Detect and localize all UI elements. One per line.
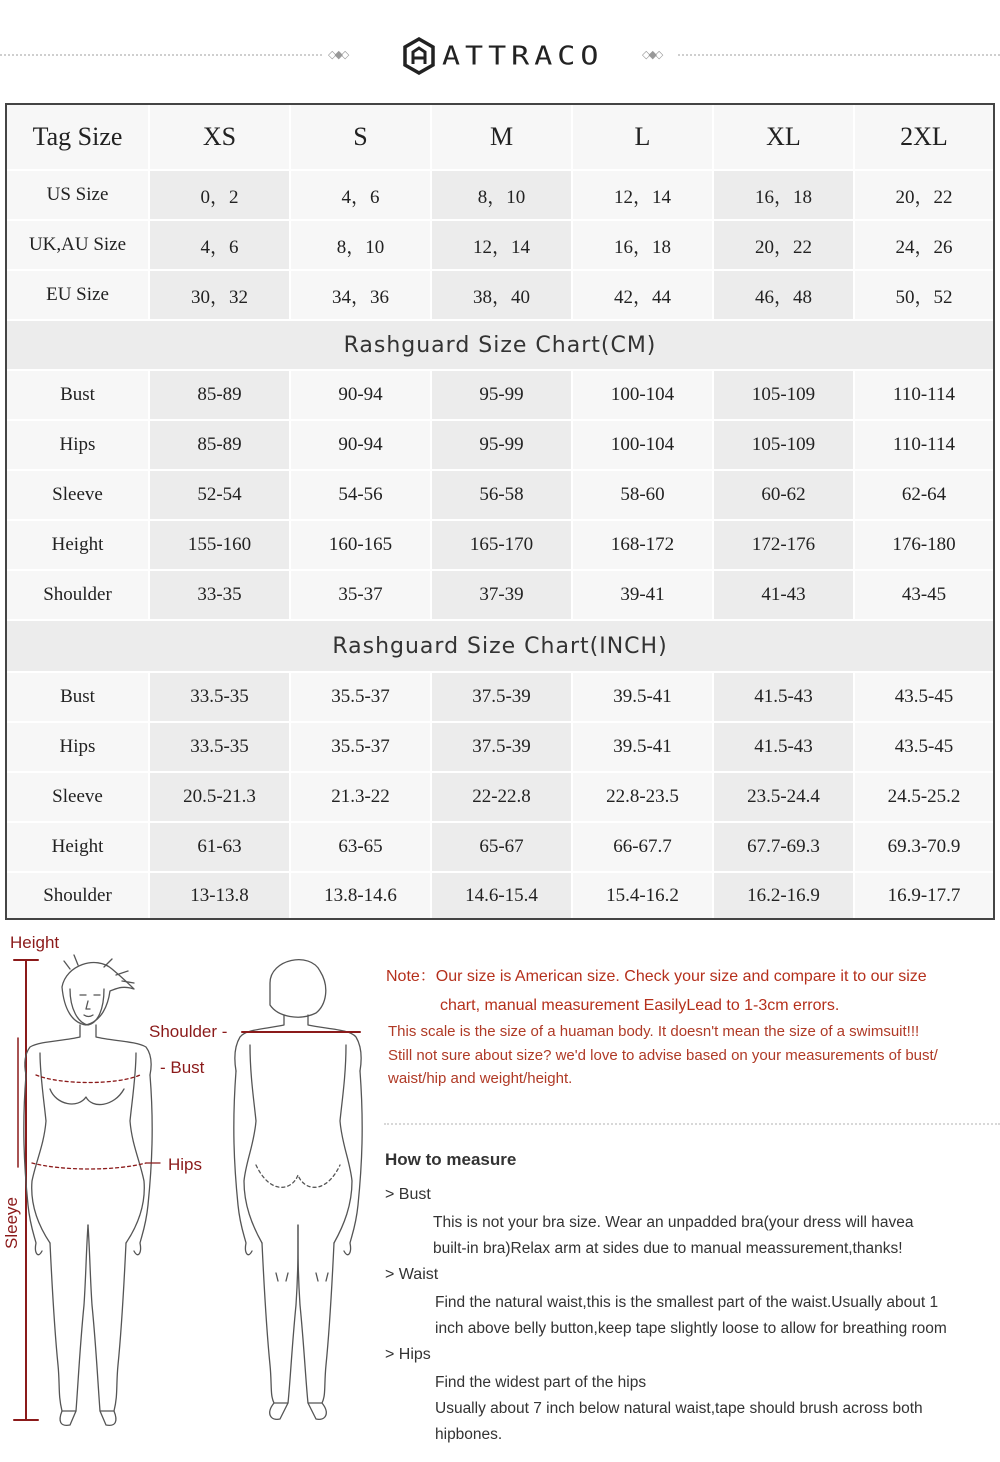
table-cell: 12，14 bbox=[573, 171, 714, 221]
header-cell: XS bbox=[150, 105, 291, 171]
row-label: UK,AU Size bbox=[7, 221, 150, 271]
table-cell: 39-41 bbox=[573, 571, 714, 621]
row-label: Bust bbox=[7, 673, 150, 723]
table-row bbox=[7, 271, 993, 321]
header-cell: M bbox=[432, 105, 573, 171]
table-cell: 63-65 bbox=[291, 823, 432, 873]
row-label: Shoulder bbox=[7, 873, 150, 918]
table-cell: 168-172 bbox=[573, 521, 714, 571]
waist-instructions bbox=[385, 1290, 1000, 1342]
waist-heading: > Waist bbox=[385, 1266, 439, 1283]
note-line: This scale is the size of a huaman body. It doesn't mean the size of a swimsuit!!! bbox=[388, 1023, 920, 1040]
table-cell: 155-160 bbox=[150, 521, 291, 571]
how-to-measure-section bbox=[385, 1150, 1000, 1448]
table-cell: 95-99 bbox=[432, 371, 573, 421]
size-chart-table bbox=[5, 103, 995, 920]
table-cell: 100-104 bbox=[573, 371, 714, 421]
table-row bbox=[7, 171, 993, 221]
hips-heading: > Hips bbox=[385, 1346, 431, 1363]
table-cell: 20.5-21.3 bbox=[150, 773, 291, 823]
table-cell: 43.5-45 bbox=[855, 723, 993, 773]
table-row bbox=[7, 723, 993, 773]
table-cell: 35.5-37 bbox=[291, 723, 432, 773]
instruction-line: hipbones. bbox=[435, 1426, 503, 1443]
table-cell: 43.5-45 bbox=[855, 673, 993, 723]
table-cell: 95-99 bbox=[432, 421, 573, 471]
table-cell: 33.5-35 bbox=[150, 673, 291, 723]
row-label: Sleeve bbox=[7, 773, 150, 823]
body-measurement-figures bbox=[0, 925, 380, 1457]
label-height: Height bbox=[10, 933, 60, 952]
header-cell: Tag Size bbox=[7, 105, 150, 171]
table-cell: 0，2 bbox=[150, 171, 291, 221]
table-cell: 110-114 bbox=[855, 421, 993, 471]
table-header-row bbox=[7, 105, 993, 171]
table-cell: 100-104 bbox=[573, 421, 714, 471]
table-row bbox=[7, 521, 993, 571]
table-cell: 65-67 bbox=[432, 823, 573, 873]
label-bust: - Bust bbox=[160, 1058, 205, 1077]
table-cell: 160-165 bbox=[291, 521, 432, 571]
table-cell: 24.5-25.2 bbox=[855, 773, 993, 823]
label-sleeve: Sleeye bbox=[1, 1197, 21, 1249]
table-row bbox=[7, 823, 993, 873]
header-dotted-line-right bbox=[678, 54, 1000, 56]
instruction-line: built-in bra)Relax arm at sides due to manual meassurement,thanks! bbox=[433, 1240, 903, 1257]
header-cell: L bbox=[573, 105, 714, 171]
table-cell: 15.4-16.2 bbox=[573, 873, 714, 918]
table-cell: 165-170 bbox=[432, 521, 573, 571]
instruction-line: Find the natural waist,this is the smallest part of the waist.Usually about 1 bbox=[435, 1294, 939, 1311]
cm-section-title: Rashguard Size Chart(CM) bbox=[7, 321, 993, 371]
table-row bbox=[7, 221, 993, 271]
table-cell: 23.5-24.4 bbox=[714, 773, 855, 823]
table-cell: 35.5-37 bbox=[291, 673, 432, 723]
scale-note bbox=[388, 1020, 1000, 1091]
table-row bbox=[7, 673, 993, 723]
table-cell: 8，10 bbox=[432, 171, 573, 221]
table-cell: 172-176 bbox=[714, 521, 855, 571]
how-to-measure-title: How to measure bbox=[385, 1150, 517, 1169]
table-cell: 67.7-69.3 bbox=[714, 823, 855, 873]
brand-header bbox=[0, 0, 1000, 104]
bust-instructions bbox=[385, 1210, 1000, 1262]
table-cell: 13-13.8 bbox=[150, 873, 291, 918]
table-cell: 14.6-15.4 bbox=[432, 873, 573, 918]
table-cell: 16.2-16.9 bbox=[714, 873, 855, 918]
label-hips: Hips bbox=[168, 1155, 203, 1174]
row-label: Height bbox=[7, 521, 150, 571]
row-label: US Size bbox=[7, 171, 150, 221]
body-figure-illustration bbox=[0, 925, 380, 1457]
table-row bbox=[7, 471, 993, 521]
table-cell: 39.5-41 bbox=[573, 673, 714, 723]
table-cell: 33-35 bbox=[150, 571, 291, 621]
table-cell: 33.5-35 bbox=[150, 723, 291, 773]
table-cell: 69.3-70.9 bbox=[855, 823, 993, 873]
instruction-line: Find the widest part of the hips bbox=[435, 1374, 647, 1391]
header-diamond-ornament-left: ◇◆◇ bbox=[328, 48, 348, 61]
instruction-line: This is not your bra size. Wear an unpadded bra(your dress will havea bbox=[433, 1214, 914, 1231]
table-cell: 66-67.7 bbox=[573, 823, 714, 873]
table-row bbox=[7, 773, 993, 823]
table-row bbox=[7, 421, 993, 471]
table-cell: 46，48 bbox=[714, 271, 855, 321]
table-cell: 41-43 bbox=[714, 571, 855, 621]
table-cell: 41.5-43 bbox=[714, 723, 855, 773]
row-label: EU Size bbox=[7, 271, 150, 321]
table-cell: 21.3-22 bbox=[291, 773, 432, 823]
table-cell: 8，10 bbox=[291, 221, 432, 271]
table-cell: 37.5-39 bbox=[432, 723, 573, 773]
label-shoulder: Shoulder - bbox=[149, 1022, 228, 1041]
row-label: Bust bbox=[7, 371, 150, 421]
table-cell: 52-54 bbox=[150, 471, 291, 521]
table-cell: 54-56 bbox=[291, 471, 432, 521]
header-cell: 2XL bbox=[855, 105, 993, 171]
hips-instructions bbox=[385, 1370, 1000, 1448]
table-cell: 58-60 bbox=[573, 471, 714, 521]
table-cell: 42，44 bbox=[573, 271, 714, 321]
table-cell: 85-89 bbox=[150, 371, 291, 421]
table-cell: 24，26 bbox=[855, 221, 993, 271]
header-diamond-ornament-right: ◇◆◇ bbox=[642, 48, 662, 61]
table-cell: 16，18 bbox=[573, 221, 714, 271]
table-cell: 16，18 bbox=[714, 171, 855, 221]
table-cell: 39.5-41 bbox=[573, 723, 714, 773]
size-note bbox=[386, 962, 996, 1020]
table-cell: 34，36 bbox=[291, 271, 432, 321]
table-cell: 60-62 bbox=[714, 471, 855, 521]
table-cell: 30，32 bbox=[150, 271, 291, 321]
table-cell: 13.8-14.6 bbox=[291, 873, 432, 918]
note-line: Still not sure about size? we'd love to advise based on your measurements of bust/ bbox=[388, 1046, 938, 1064]
table-row bbox=[7, 371, 993, 421]
table-cell: 35-37 bbox=[291, 571, 432, 621]
bust-heading: > Bust bbox=[385, 1186, 431, 1203]
table-row bbox=[7, 571, 993, 621]
table-cell: 85-89 bbox=[150, 421, 291, 471]
table-cell: 61-63 bbox=[150, 823, 291, 873]
table-cell: 22-22.8 bbox=[432, 773, 573, 823]
brand-name: ATTRACO bbox=[442, 41, 604, 71]
table-cell: 176-180 bbox=[855, 521, 993, 571]
row-label: Shoulder bbox=[7, 571, 150, 621]
row-label: Hips bbox=[7, 723, 150, 773]
header-dotted-line-left bbox=[0, 54, 322, 56]
row-label: Hips bbox=[7, 421, 150, 471]
table-cell: 22.8-23.5 bbox=[573, 773, 714, 823]
row-label: Height bbox=[7, 823, 150, 873]
table-cell: 20，22 bbox=[855, 171, 993, 221]
note-line: Note：Our size is American size. Check your size and compare it to our size bbox=[386, 968, 927, 985]
table-cell: 12，14 bbox=[432, 221, 573, 271]
header-cell: XL bbox=[714, 105, 855, 171]
table-cell: 90-94 bbox=[291, 421, 432, 471]
inch-section-title: Rashguard Size Chart(INCH) bbox=[7, 621, 993, 673]
brand-logo bbox=[402, 36, 603, 76]
table-cell: 105-109 bbox=[714, 371, 855, 421]
instruction-line: Usually about 7 inch below natural waist,tape should brush across both bbox=[435, 1400, 923, 1417]
table-cell: 62-64 bbox=[855, 471, 993, 521]
table-cell: 105-109 bbox=[714, 421, 855, 471]
note-line: waist/hip and weight/height. bbox=[388, 1070, 573, 1087]
table-cell: 43-45 bbox=[855, 571, 993, 621]
header-cell: S bbox=[291, 105, 432, 171]
table-cell: 56-58 bbox=[432, 471, 573, 521]
brand-logo-icon bbox=[402, 37, 436, 75]
instruction-line: inch above belly button,keep tape slightly loose to allow for breathing room bbox=[435, 1320, 947, 1337]
table-cell: 4，6 bbox=[150, 221, 291, 271]
table-cell: 37-39 bbox=[432, 571, 573, 621]
table-cell: 90-94 bbox=[291, 371, 432, 421]
table-cell: 16.9-17.7 bbox=[855, 873, 993, 918]
table-cell: 20，22 bbox=[714, 221, 855, 271]
table-cell: 41.5-43 bbox=[714, 673, 855, 723]
table-cell: 38，40 bbox=[432, 271, 573, 321]
section-divider bbox=[384, 1123, 1000, 1125]
table-cell: 50，52 bbox=[855, 271, 993, 321]
table-cell: 37.5-39 bbox=[432, 673, 573, 723]
table-cell: 110-114 bbox=[855, 371, 993, 421]
table-row bbox=[7, 873, 993, 918]
note-line: chart, manual measurement EasilyLead to 1-3cm errors. bbox=[440, 997, 840, 1014]
table-cell: 4，6 bbox=[291, 171, 432, 221]
row-label: Sleeve bbox=[7, 471, 150, 521]
